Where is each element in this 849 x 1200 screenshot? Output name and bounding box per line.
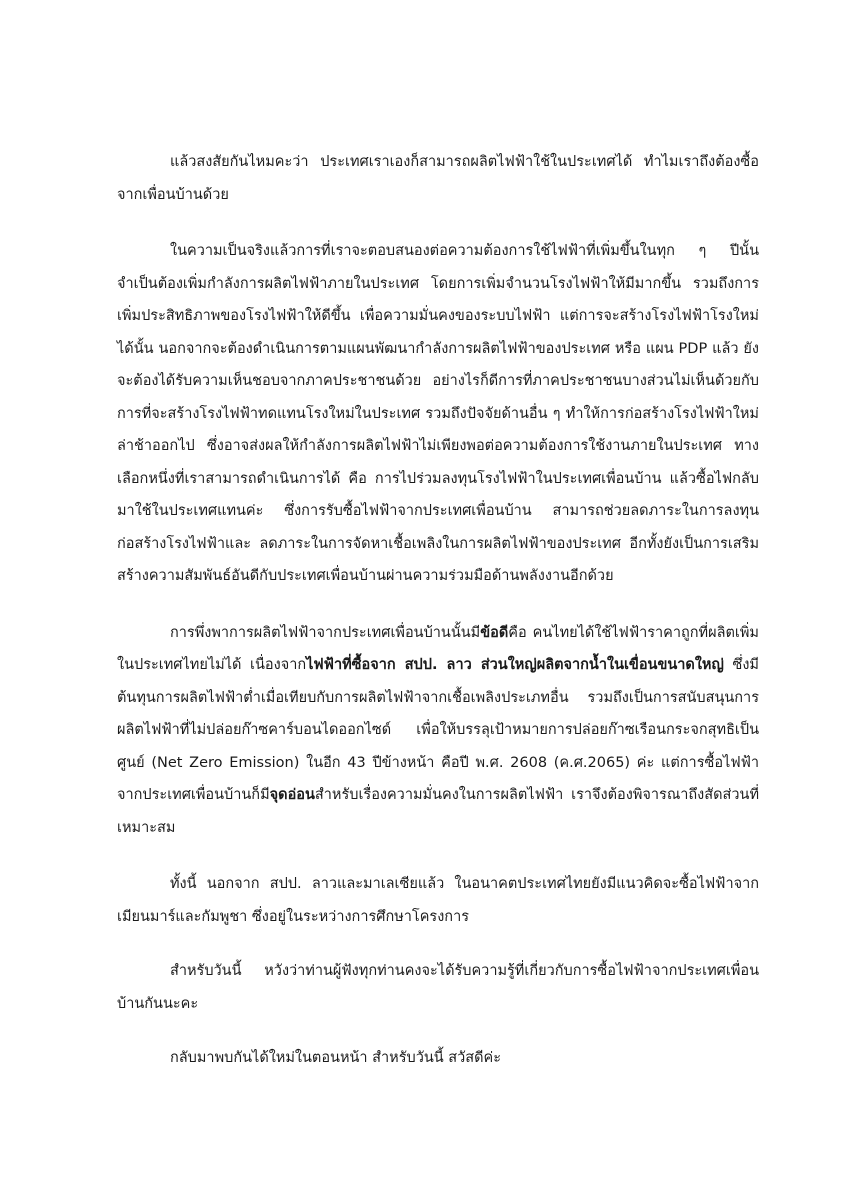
paragraph-text: สำหรับเรื่องความมั่นคงในการผลิตไฟฟ้า เราจึงต้องพิจารณาถึงสัดส่วนที่เหมาะสม (117, 787, 759, 836)
paragraph-future-plans (117, 868, 759, 933)
paragraph-text: แล้วสงสัยกันไหมคะว่า ประเทศเราเองก็สามารถผลิตไฟฟ้าใช้ในประเทศได้ ทำไมเราถึงต้องซื้อจากเพื่อนบ้านด้วย (117, 154, 759, 203)
paragraph-farewell (117, 1042, 759, 1075)
paragraph-text: ในความเป็นจริงแล้วการที่เราจะตอบสนองต่อความต้องการใช้ไฟฟ้าที่เพิ่มขึ้นในทุก ๆ ปีนั้น จำเป็นต้องเพิ่มกำลังการผลิตไฟฟ้าภายในประเทศ โดยการเพิ่มจำนวนโรงไฟฟ้าให้มีมากขึ้น รวมถึงการเพิ่มประสิทธิภาพของโรงไฟฟ้าให้ดีขึ้น เพื่อความมั่นคงของระบบไฟฟ้า แต่การจะสร้างโรงไฟฟ้าโรงใหม่ได้นั้น นอกจากจะต้องดำเนินการตามแผนพัฒนากำลังการผลิตไฟฟ้าของประเทศ หรือ แผน PDP แล้ว ยังจะต้องได้รับความเห็นชอบจากภาคประชาชนด้วย อย่างไรก็ดีการที่ภาคประชาชนบางส่วนไม่เห็นด้วยกับการที่จะสร้างโรงไฟฟ้าทดแทนโรงใหม่ในประเทศ รวมถึงปัจจัยด้านอื่น ๆ ทำให้การก่อสร้างโรงไฟฟ้าใหม่ล่าช้าออกไป ซึ่งอาจส่งผลให้กำลังการผลิตไฟฟ้าไม่เพียงพอต่อความต้องการใช้งานภายในประเทศ ทางเลือกหนึ่งที่เราสามารถดำเนินการได้ คือ การไปร่วมลงทุนโรงไฟฟ้าในประเทศเพื่อนบ้าน แล้วซื้อไฟกลับมาใช้ในประเทศแทนค่ะ ซึ่งการรับซื้อไฟฟ้าจากประเทศเพื่อนบ้าน สามารถช่วยลดภาระในการลงทุนก่อสร้างโรงไฟฟ้าและ ลดภาระในการจัดหาเชื้อเพลิงในการผลิตไฟฟ้าของประเทศ อีกทั้งยังเป็นการเสริมสร้างความสัมพันธ์อันดีกับประเทศเพื่อนบ้านผ่านความร่วมมือด้านพลังงานอีกด้วย (117, 243, 759, 584)
bold-term-advantage: ข้อดี (480, 624, 509, 641)
paragraph-text: คือ คนไทยได้ใช้ไฟฟ้าราคาถูกที่ผลิตเพิ่มในประเทศไทยไม่ได้ เนื่องจาก (117, 624, 759, 673)
bold-phrase-laos-hydro: ไฟฟ้าที่ซื้อจาก สปป. ลาว ส่วนใหญ่ผลิตจากน้ำในเขื่อนขนาดใหญ่ (306, 657, 724, 673)
paragraph-text: ซึ่งมีต้นทุนการผลิตไฟฟ้าต่ำเมื่อเทียบกับการผลิตไฟฟ้าจากเชื้อเพลิงประเภทอื่น รวมถึงเป็นการสนับสนุนการผลิตไฟฟ้าที่ไม่ปล่อยก๊าซคาร์บอนไดออกไซด์ เพื่อให้บรรลุเป้าหมายการปล่อยก๊าซเรือนกระจกสุทธิเป็นศูนย์ (Net Zero Emission) ในอีก 43 ปีข้างหน้า คือปี พ.ศ. 2608 (ค.ศ.2065) ค่ะ แต่การซื้อไฟฟ้าจากประเทศเพื่อนบ้านก็มี (117, 657, 759, 803)
paragraph-text: สำหรับวันนี้ หวังว่าท่านผู้ฟังทุกท่านคงจะได้รับความรู้ที่เกี่ยวกับการซื้อไฟฟ้าจากประเทศเพื่อนบ้านกันนะคะ (117, 963, 759, 1012)
paragraph-intro-question (117, 146, 759, 211)
paragraph-text: ทั้งนี้ นอกจาก สปป. ลาวและมาเลเซียแล้ว ในอนาคตประเทศไทยยังมีแนวคิดจะซื้อไฟฟ้าจากเมียนมาร์และกัมพูชา ซึ่งอยู่ในระหว่างการศึกษาโครงการ (117, 876, 759, 925)
paragraph-text: กลับมาพบกันได้ใหม่ในตอนหน้า สำหรับวันนี้ สวัสดีค่ะ (170, 1050, 502, 1066)
paragraph-pros-cons (117, 617, 759, 845)
paragraph-text: การพึ่งพาการผลิตไฟฟ้าจากประเทศเพื่อนบ้านนั้นมี (170, 624, 481, 641)
paragraph-closing-summary (117, 955, 759, 1020)
document-page (117, 146, 759, 1101)
bold-term-weakness: จุดอ่อน (269, 787, 315, 803)
paragraph-explanation (117, 235, 759, 593)
